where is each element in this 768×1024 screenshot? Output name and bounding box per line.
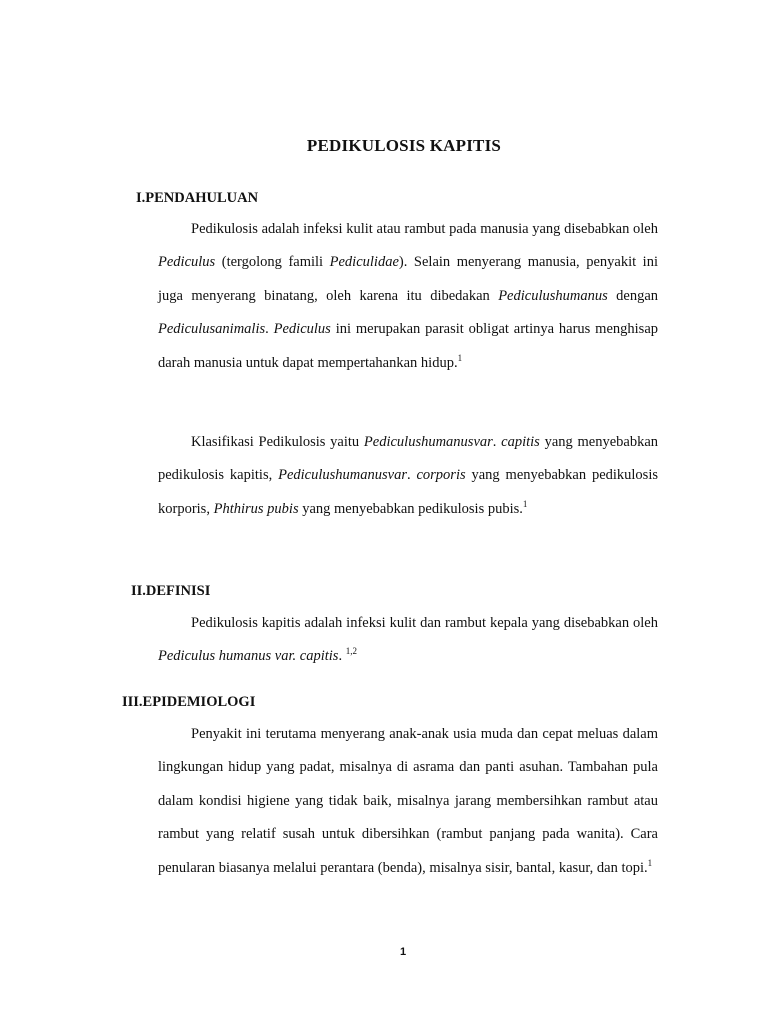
heading-pendahuluan: I.PENDAHULUAN [136,190,259,206]
paragraph-definisi: Pedikulosis kapitis adalah infeksi kulit dan rambut kepala yang disebabkan oleh Pediculus humanus var. capitis. $^{1,2}$ [158,615,658,665]
document-title: PEDIKULOSIS KAPITIS [306,136,502,155]
citation-ref: 1,2 [345,646,357,657]
paragraph-pendahuluan-1: Pedikulosis adalah infeksi kulit atau rambut pada manusia yang disebabkan oleh Pediculus (tergolong famili Pediculidae). Selain menyerang manusia, penyakit ini juga menyerang binatang, oleh karena itu dibedakan Pediculushumanus dengan Pediculusanimalis. Pediculus ini merupakan parasit obligat artinya harus menghisap darah manusia untuk dapat mempertahankan hidup.$^1$ [158,221,659,371]
citation-ref: 1 [522,498,528,509]
paragraph-epidemiologi: Penyakit ini terutama menyerang anak-anak usia muda dan cepat meluas dalam lingkungan hidup yang padat, misalnya di asrama dan panti asuhan. Tambahan pula dalam kondisi higiene yang tidak baik, misalnya jarang membersihkan rambut atau rambut yang relatif susah untuk dibersihkan (rambut panjang pada wanita). Cara penularan biasanya melalui perantara (benda), misalnya sisir, bantal, kasur, dan topi.$^1$ [158,726,658,876]
citation-ref: 1 [647,857,653,868]
paragraph-pendahuluan-2: Klasifikasi Pedikulosis yaitu Pediculushumanusvar. capitis yang menyebabkan pedikulosis kapitis, Pediculushumanusvar. corporis yang menyebabkan pedikulosis korporis, Phthirus pubis yang menyebabkan pedikulosis pubis.$^1$ [158,434,659,517]
heading-definisi: II.DEFINISI [131,583,211,599]
heading-epidemiologi: III.EPIDEMIOLOGI [122,694,256,710]
page-number: 1 [399,946,407,958]
citation-ref: 1 [457,352,463,363]
